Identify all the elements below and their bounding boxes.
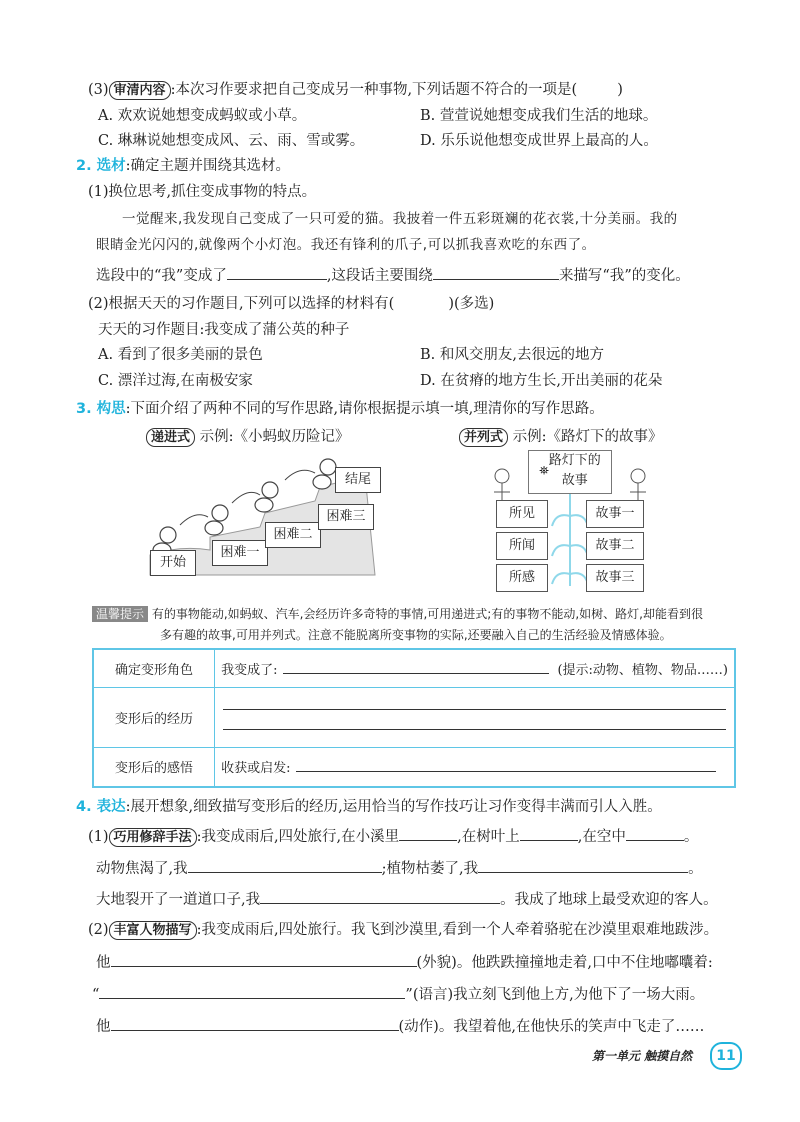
tip-line-2: 多有趣的故事,可用并列式。注意不能脱离所变事物的实际,还要融入自己的生活经验及情感体验。 xyxy=(160,628,672,642)
box-seen: 所见 xyxy=(496,500,548,528)
s4-p1-line-2 xyxy=(96,857,703,878)
q3-number: (3) xyxy=(88,82,109,98)
q3-tag: 审清内容 xyxy=(109,81,171,100)
row-experience-cell xyxy=(215,687,735,747)
lamp-icon: ⛯ xyxy=(539,463,549,478)
s4-p2-line-4 xyxy=(96,1015,704,1036)
box-story-2: 故事二 xyxy=(586,532,644,560)
s4-p1-l3a: 大地裂开了一道道口子,我 xyxy=(96,892,261,908)
row-experience-label: 变形后的经历 xyxy=(93,687,215,747)
s4-p1-line-1 xyxy=(88,825,698,847)
row-reflection-cell xyxy=(215,747,735,787)
center-box-label: 路灯下的故事 xyxy=(548,453,601,488)
tip-label: 温馨提示 xyxy=(92,606,148,622)
s4-p2-line-3 xyxy=(92,983,704,1004)
section-2-text: :确定主题并围绕其选材。 xyxy=(125,158,291,174)
s4-blank-speech[interactable] xyxy=(99,984,405,999)
box-story-1: 故事一 xyxy=(586,500,644,528)
s2-title-line: 天天的习作题目:我变成了蒲公英的种子 xyxy=(98,322,350,338)
s4-p1-c: ,在空中 xyxy=(577,829,626,845)
s4-blank-leaf[interactable] xyxy=(520,826,578,841)
s4-p2-tag: 丰富人物描写 xyxy=(109,921,197,940)
s4-p2-l3b: ”(语言)我立刻飞到他上方,为他下了一场大雨。 xyxy=(405,987,705,1003)
experience-line-2[interactable] xyxy=(223,728,726,730)
tip-line-1 xyxy=(92,605,703,622)
row-reflection-prefix: 收获或启发: xyxy=(221,761,291,777)
s2-passage-line-1: 一觉醒来,我发现自己变成了一只可爱的猫。我披着一件五彩斑斓的花衣裳,十分美丽。我的 xyxy=(122,211,678,227)
s4-p1-l2c: 。 xyxy=(688,861,703,877)
step-difficulty-3: 困难三 xyxy=(318,504,374,530)
s2-blank-2[interactable] xyxy=(433,265,559,280)
q3-stem xyxy=(88,78,623,100)
s4-p2-line-2 xyxy=(96,951,713,972)
row-role-label: 确定变形角色 xyxy=(93,649,215,687)
s2-p1: (1)换位思考,抓住变成事物的特点。 xyxy=(88,184,317,200)
tip-text-1: 有的事物能动,如蚂蚁、汽车,会经历许多奇特的事情,可用递进式;有的事物不能动,如树、路灯,却能看到很 xyxy=(151,607,703,621)
s2-option-a[interactable]: A. 看到了很多美丽的景色 xyxy=(98,347,263,363)
s2-p2 xyxy=(88,292,494,313)
s4-p1-number: (1) xyxy=(88,829,109,845)
section-3-text: :下面介绍了两种不同的写作思路,请你根据提示填一填,理清你的写作思路。 xyxy=(125,401,604,417)
s4-p1-l2a: 动物焦渴了,我 xyxy=(96,861,188,877)
s4-blank-animals[interactable] xyxy=(188,858,382,873)
s2-fill-c: 来描写“我”的变化。 xyxy=(558,268,690,284)
center-box xyxy=(528,450,612,494)
box-felt: 所感 xyxy=(496,564,548,592)
section-3-number: 3. 构思 xyxy=(76,401,126,417)
s2-option-b[interactable]: B. 和风交朋友,去很远的地方 xyxy=(420,347,604,363)
section-2-heading xyxy=(76,154,290,175)
s2-passage-line-2: 眼睛金光闪闪的,就像两个小灯泡。我还有锋利的爪子,可以抓我喜欢吃的东西了。 xyxy=(96,237,596,253)
row-reflection-blank[interactable] xyxy=(296,757,716,772)
s2-blank-1[interactable] xyxy=(227,265,327,280)
box-story-3: 故事三 xyxy=(586,564,644,592)
section-4-text: :展开想象,细致描写变形后的经历,运用恰当的写作技巧让习作变得丰满而引人入胜。 xyxy=(125,799,662,815)
q3-option-b[interactable]: B. 萱萱说她想变成我们生活的地球。 xyxy=(420,108,658,124)
s4-p1-b: ,在树叶上 xyxy=(457,829,520,845)
step-difficulty-1: 困难一 xyxy=(212,540,268,566)
s4-blank-sky[interactable] xyxy=(626,826,684,841)
s4-p2-line-1 xyxy=(88,918,718,940)
s4-p1-line-3 xyxy=(96,888,718,909)
s4-blank-action[interactable] xyxy=(111,1016,399,1031)
s4-p2-l2b: (外貌)。他跌跌撞撞地走着,口中不住地嘟囔着: xyxy=(416,955,713,971)
progressive-example: 示例:《小蚂蚁历险记》 xyxy=(199,429,350,445)
s4-p2-number: (2) xyxy=(88,922,109,938)
box-heard: 所闻 xyxy=(496,532,548,560)
q3-option-a[interactable]: A. 欢欢说她想变成蚂蚁或小草。 xyxy=(98,108,307,124)
row-role-blank[interactable] xyxy=(283,659,549,674)
section-4-heading xyxy=(76,795,662,816)
row-role-prefix: 我变成了: xyxy=(221,662,278,678)
s4-p2-l4a: 他 xyxy=(96,1019,111,1035)
s4-blank-plants[interactable] xyxy=(478,858,688,873)
s4-p2-l3a: “ xyxy=(92,987,100,1003)
step-end: 结尾 xyxy=(335,467,381,493)
footer-unit: 第一单元 触摸自然 xyxy=(592,1049,693,1063)
s2-p2-end: )(多选) xyxy=(448,296,495,312)
s2-fill-a: 选段中的“我”变成了 xyxy=(96,268,227,284)
row-role-cell xyxy=(215,649,735,687)
page-number: 11 xyxy=(710,1042,742,1070)
progressive-tag: 递进式 xyxy=(146,428,195,447)
section-2-number: 2. 选材 xyxy=(76,158,126,174)
q3-text: :本次习作要求把自己变成另一种事物,下列话题不符合的一项是( xyxy=(170,82,578,98)
s4-p1-l2b: ;植物枯萎了,我 xyxy=(381,861,479,877)
s4-p2-l2a: 他 xyxy=(96,955,111,971)
step-difficulty-2: 困难二 xyxy=(265,522,321,548)
q3-option-d[interactable]: D. 乐乐说他想变成世界上最高的人。 xyxy=(420,133,658,149)
table-row-reflection xyxy=(93,747,735,787)
s4-blank-earth[interactable] xyxy=(260,889,500,904)
step-start: 开始 xyxy=(150,550,196,576)
planning-table xyxy=(92,648,736,788)
s4-blank-brook[interactable] xyxy=(399,826,457,841)
parallel-tag: 并列式 xyxy=(459,428,508,447)
s4-p2-a: :我变成雨后,四处旅行。我飞到沙漠里,看到一个人牵着骆驼在沙漠里艰难地跋涉。 xyxy=(196,922,719,938)
s2-option-d[interactable]: D. 在贫瘠的地方生长,开出美丽的花朵 xyxy=(420,373,663,389)
s2-option-c[interactable]: C. 漂洋过海,在南极安家 xyxy=(98,373,253,389)
experience-line-1[interactable] xyxy=(223,708,726,710)
s2-fill-b: ,这段话主要围绕 xyxy=(326,268,433,284)
s4-p1-d: 。 xyxy=(683,829,699,845)
s4-p1-tag: 巧用修辞手法 xyxy=(109,828,197,847)
row-reflection-label: 变形后的感悟 xyxy=(93,747,215,787)
s4-p2-l4b: (动作)。我望着他,在他快乐的笑声中飞走了…… xyxy=(398,1019,705,1035)
s2-p2-text: (2)根据天天的习作题目,下列可以选择的材料有( xyxy=(88,296,395,312)
s2-fill-line xyxy=(96,264,690,285)
s4-p1-l3b: 。我成了地球上最受欢迎的客人。 xyxy=(500,892,718,908)
q3-option-c[interactable]: C. 琳琳说她想变成风、云、雨、雪或雾。 xyxy=(98,133,365,149)
s4-blank-appearance[interactable] xyxy=(111,952,417,967)
s4-p1-a: :我变成雨后,四处旅行,在小溪里 xyxy=(196,829,400,845)
row-role-hint: (提示:动物、植物、物品……) xyxy=(557,662,728,678)
q3-close: ) xyxy=(617,82,623,98)
section-3-heading xyxy=(76,397,604,418)
parallel-example: 示例:《路灯下的故事》 xyxy=(512,429,663,445)
progressive-label xyxy=(146,425,350,447)
parallel-label xyxy=(459,425,663,447)
table-row-experience xyxy=(93,687,735,747)
table-row-role xyxy=(93,649,735,687)
section-4-number: 4. 表达 xyxy=(76,799,126,815)
